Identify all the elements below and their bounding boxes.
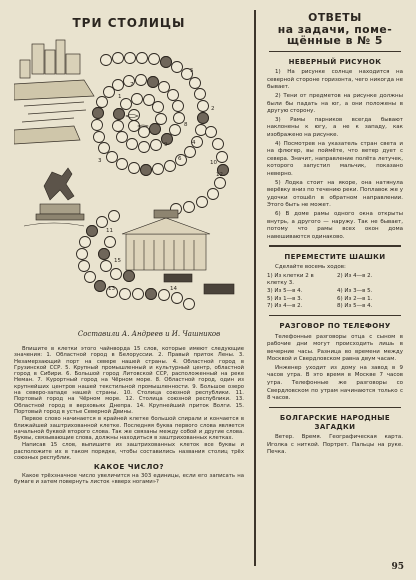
svg-text:13: 13	[108, 286, 115, 292]
svg-text:7: 7	[130, 82, 134, 88]
paragraph: Сделайте восемь ходов:	[275, 264, 346, 271]
svg-text:1: 1	[118, 94, 122, 100]
right-column	[261, 8, 409, 458]
paragraph: Телефонные разговоры отца с сыном в рабочие дни могут происходить лишь в вечерние часы. Разница во времени между Москвой и Свердловском равна двум часам.	[267, 333, 403, 363]
svg-text:6: 6	[178, 156, 182, 162]
section-title: НЕВЕРНЫЙ РИСУНОК	[288, 57, 382, 66]
divider	[269, 51, 401, 52]
divider	[269, 407, 401, 408]
paragraph: Первое слово начинается в крайней клетке большой спирали и кончается в ближайшей заштрихованной клетке. Последняя буква первого слова является начальной буквой второго слова. Так же связаны между собой и другие слова. Буквы, связывающие слова, должны находиться в заштрихованных клетках.	[14, 416, 244, 442]
answers-title-line: ОТВЕТЫ	[308, 11, 362, 24]
section-text	[267, 334, 403, 403]
list-item: 2) Из 4—в 2.	[337, 272, 373, 279]
answers-title-line: щённые в № 5	[287, 34, 383, 47]
list-item: 3) Из 5—в 4.	[267, 287, 303, 294]
list-item: 7) Из 4—в 2.	[267, 303, 303, 310]
paragraph: 2) Тени от предметов на рисунке должны были бы падать на юг, а они положены в другую сторону.	[267, 93, 403, 115]
svg-text:3: 3	[98, 158, 102, 164]
list-item: 8) Из 5—в 4.	[337, 303, 373, 310]
theater-building-sketch	[122, 210, 234, 294]
spiral-puzzle-illustration	[14, 36, 244, 332]
monument-sketch	[24, 168, 84, 226]
paragraph: 6) В доме рамы одного окна открыты внутрь, а другого — наружу. Так не бывает, потому что рамы всех окон дома навешиваются одинаково.	[267, 210, 403, 240]
list-item: 6) Из 2—в 1.	[337, 295, 373, 302]
credit-line: Составили А. Андреев и И. Чашников	[77, 330, 221, 338]
section-title: ПЕРЕМЕСТИТЕ ШАШКИ	[284, 252, 386, 261]
puzzle2-title: КАКОЕ ЧИСЛО?	[93, 462, 165, 472]
column-divider	[254, 10, 256, 566]
svg-text:10: 10	[210, 160, 217, 166]
svg-text:5: 5	[190, 68, 194, 74]
svg-text:15: 15	[114, 258, 121, 264]
section-text	[267, 264, 403, 272]
left-column	[14, 8, 244, 485]
paragraph: Впишите в клетки этого чайнворда 15 слов, которые имеют следующие значения: 1. Областной город в Белоруссии. 2. Правый приток Лены. 3. Незамерзающий порт на севере нашей страны. 4. Областной город в Грузинской ССР. 5. Крупный промышленный и культурный центр, областной город в Сибири. 6. Большой город Литовской ССР, расположенный на реке Неман. 7. Курортный город на Чёрном море. 8. Областной город, один из крупнейших центров нашей текстильной промышленности. 9. Большое озеро на северо-западе нашей страны. 10. Столица союзной республики. 11. Портовый город на Чёрном море. 12. Столица союзной республики. 13. Областной город в верховьях Днепра. 14. Крупнейший приток Волги. 15. Портовый город в устье Северной Двины.	[14, 346, 244, 415]
svg-text:9: 9	[164, 142, 168, 148]
svg-text:4: 4	[192, 140, 196, 146]
section-text	[267, 69, 403, 241]
paragraph: 4) Посмотрев на указатель стран света и на флюгер, вы поймёте, что ветер дует с севера. Значит, направление полёта летучек, которого запустил мальчик, показано неверно.	[267, 140, 403, 178]
paragraph: Ветер. Время. Географическая карта. Иголка с ниткой. Портрет. Пальцы на руке. Печка.	[267, 434, 403, 456]
section-text	[267, 434, 403, 457]
answers-title-line: на задачи, поме-	[277, 22, 393, 36]
puzzle-text	[14, 346, 244, 486]
list-item: 1) Из клетки 2 в клетку 3.	[267, 272, 314, 287]
page-number: 95	[391, 562, 404, 572]
svg-text:2: 2	[211, 106, 215, 112]
svg-text:12: 12	[216, 172, 223, 178]
moves-list	[267, 273, 403, 311]
section-title: БОЛГАРСКИЕ НАРОДНЫЕ ЗАГАДКИ	[279, 414, 391, 431]
city-sketch	[14, 40, 94, 144]
svg-text:11: 11	[106, 228, 113, 234]
svg-text:14: 14	[170, 286, 177, 292]
paragraph: 5) Лодка стоит на якоре, она натянула верёвку вниз по течению реки. Поплавок же у удочки отошёл в обратном направлении. Этого быть не может.	[267, 179, 403, 209]
paragraph: Написав 15 слов, выпишите из заштрихованных клеток все буквы и расположите их в таком порядке, чтобы составились названия столиц трёх союзных республик.	[14, 442, 244, 462]
divider	[269, 245, 401, 246]
divider	[269, 315, 401, 316]
svg-text:8: 8	[184, 122, 188, 128]
paragraph: Инженер уходит из дому на завод в 9 часов утра. В это время в Москве 7 часов утра. Телефонные же разговоры со Свердловском по утрам начинаются только с 8 часов.	[267, 364, 403, 402]
answers-title	[261, 12, 409, 47]
list-item: 4) Из 3—в 5.	[337, 287, 373, 294]
section-title: РАЗГОВОР ПО ТЕЛЕФОНУ	[279, 322, 391, 331]
list-item: 5) Из 1—в 3.	[267, 295, 303, 302]
spiral-cells	[77, 53, 229, 310]
paragraph: Какое трёхзначное число увеличится на 303 единицы, если его записать на бумаге и затем повернуть листок «вверх ногами»?	[14, 472, 244, 485]
paragraph: 1) На рисунке солнце находится на северной стороне горизонта, чего никогда не бывает.	[267, 69, 403, 91]
puzzle-title: ТРИ СТОЛИЦЫ	[72, 16, 186, 30]
paragraph: 3) Рамы парников всегда бывают наклонены к югу, а не к западу, как изображено на рисунке.	[267, 116, 403, 139]
